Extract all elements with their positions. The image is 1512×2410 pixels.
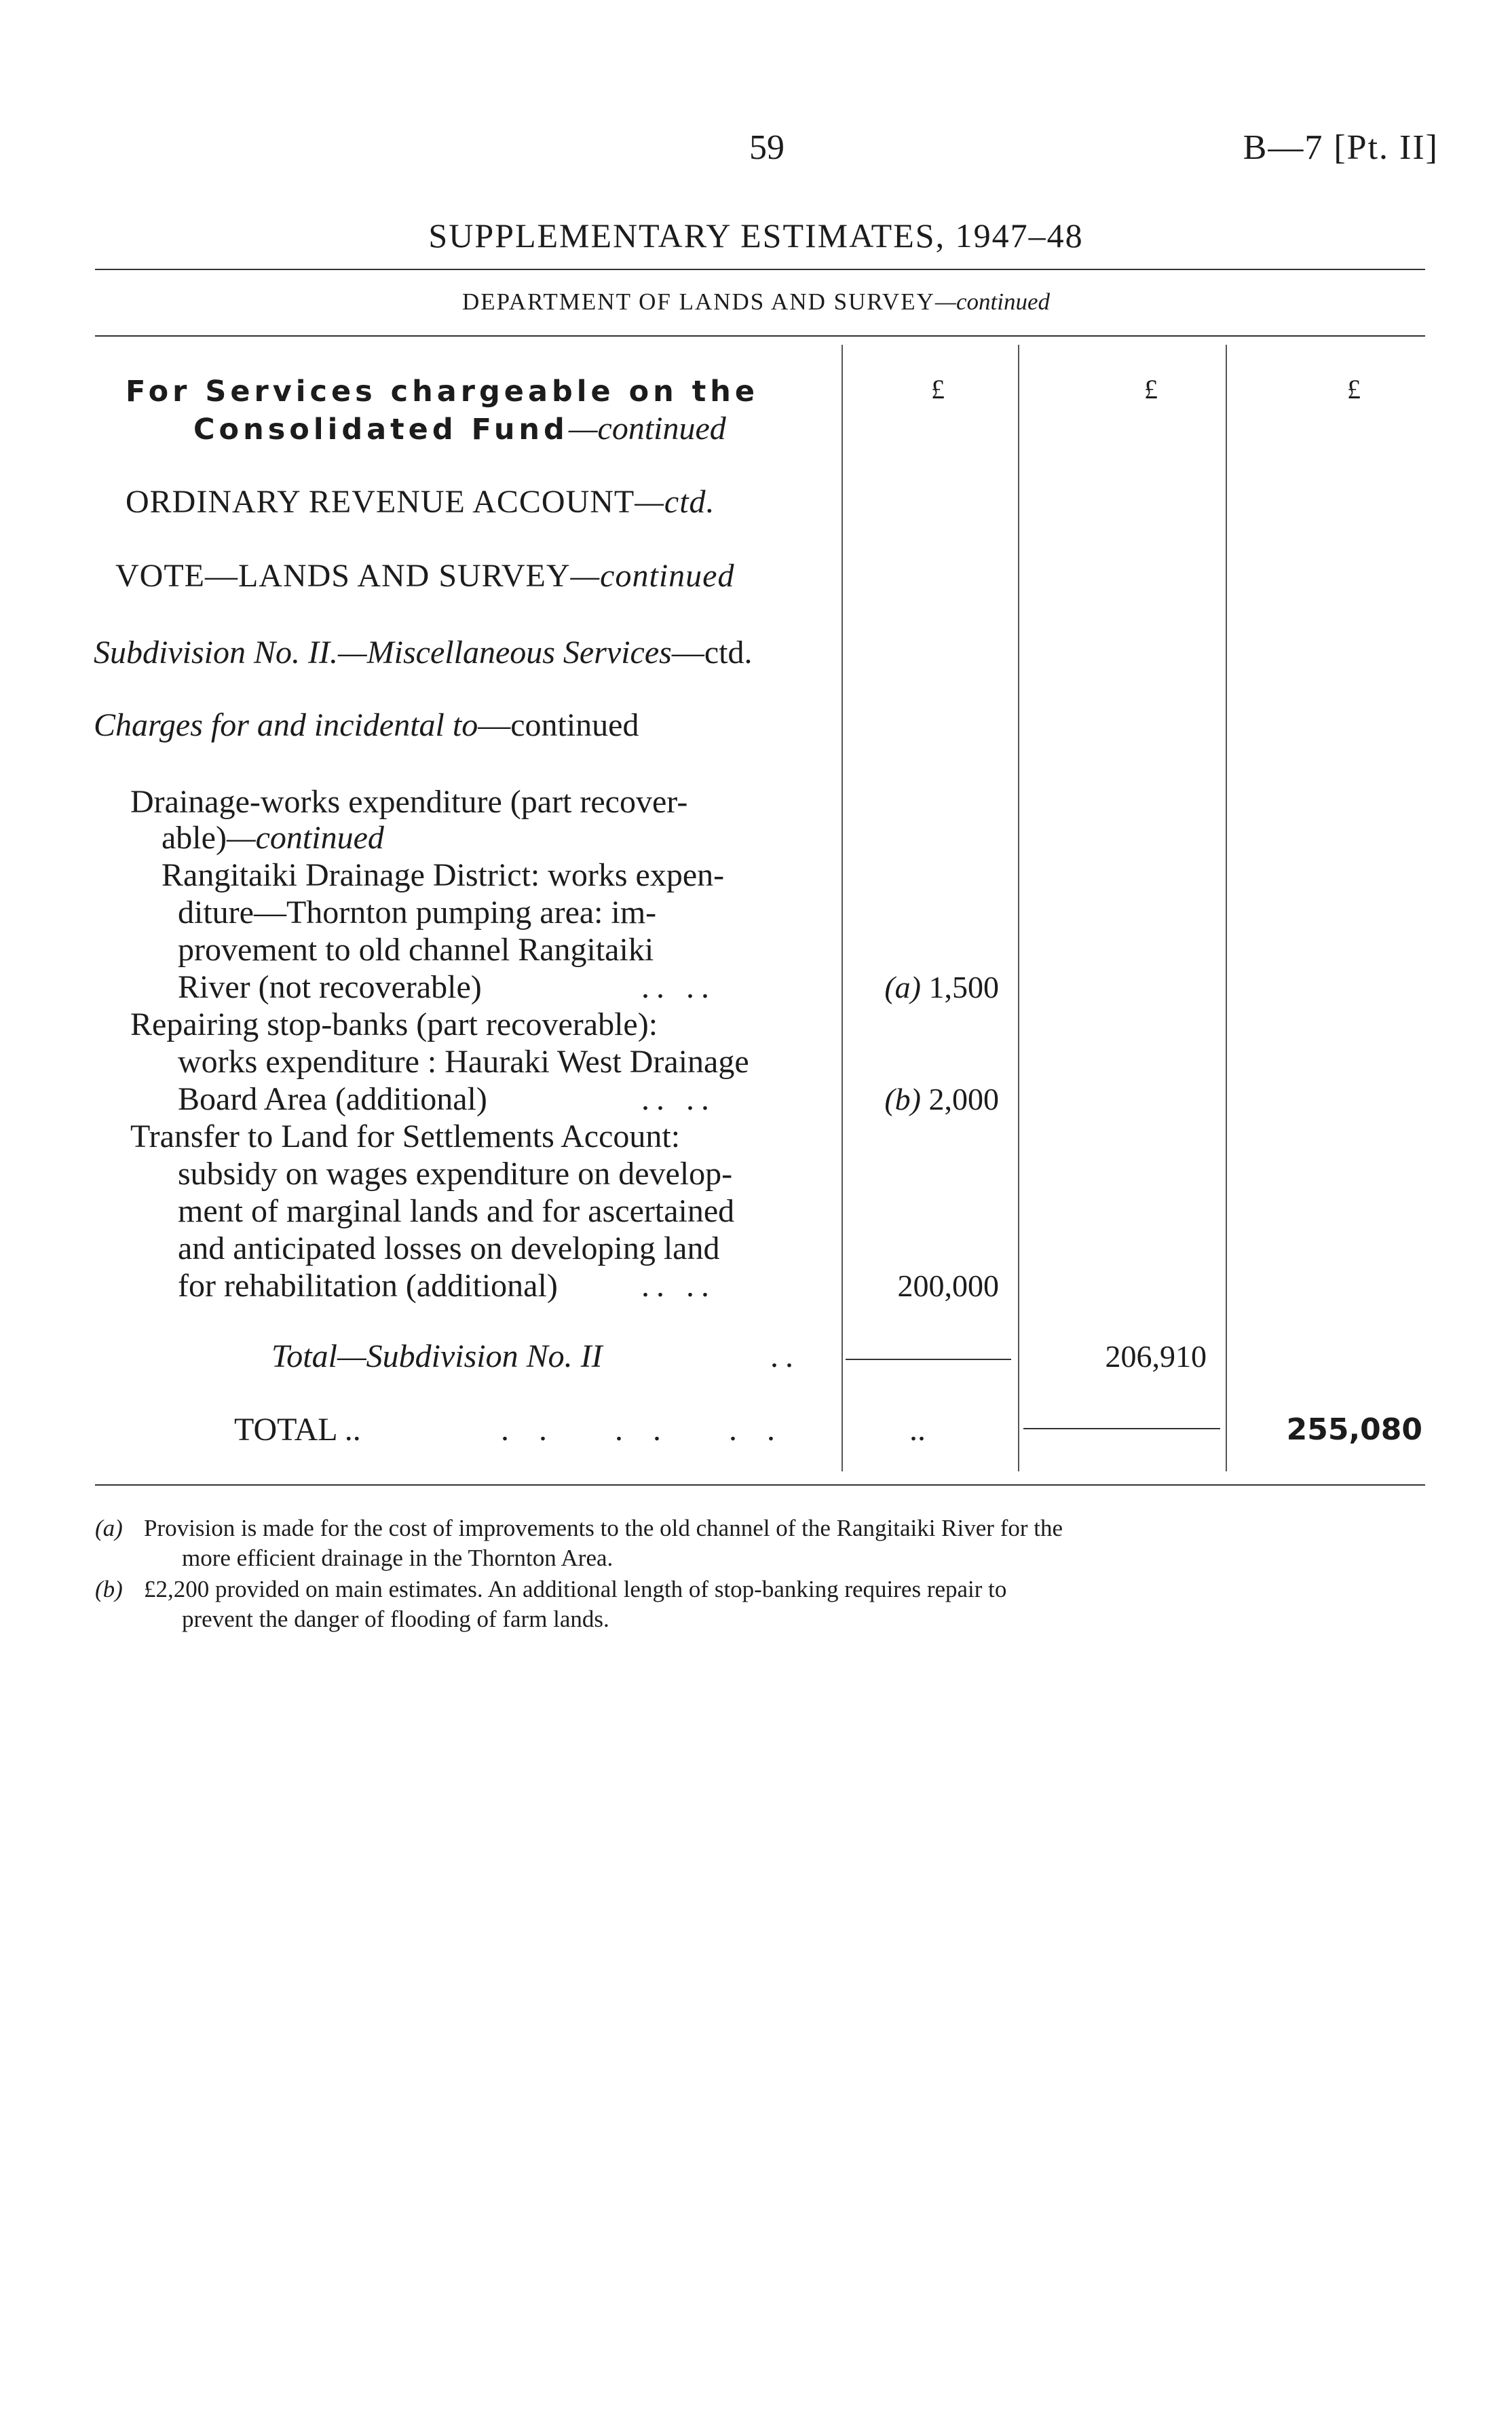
stopbanks-line2: works expenditure : Hauraki West Drainage bbox=[178, 1044, 749, 1080]
fund-heading-line2 bbox=[193, 411, 726, 448]
vote-heading bbox=[115, 558, 734, 595]
stopbanks-leader: .. .. bbox=[641, 1081, 716, 1117]
grand-total-amount: 255,080 bbox=[1286, 1412, 1422, 1447]
stopbanks-amount-cell bbox=[854, 1081, 999, 1118]
department-name: DEPARTMENT OF LANDS AND SURVEY bbox=[462, 288, 935, 315]
footnote-b-line2: prevent the danger of flooding of farm lands. bbox=[182, 1606, 609, 1632]
transfer-line4: and anticipated losses on developing land bbox=[178, 1230, 720, 1266]
drainage-line2 bbox=[162, 820, 384, 856]
stopbanks-note-ref: (b) bbox=[884, 1082, 921, 1116]
currency-header-2: £ bbox=[1144, 374, 1158, 404]
currency-header-1: £ bbox=[931, 374, 945, 404]
transfer-amount: 200,000 bbox=[897, 1268, 999, 1303]
grand-total-label: TOTAL .. bbox=[234, 1412, 361, 1448]
footnote-a-mark bbox=[95, 1513, 123, 1543]
subdivision-heading bbox=[94, 635, 752, 671]
department-heading bbox=[0, 288, 1512, 316]
charges-heading bbox=[94, 707, 639, 744]
stopbanks-line1: Repairing stop-banks (part recoverable): bbox=[130, 1006, 658, 1042]
vote-heading-suffix: —continued bbox=[570, 558, 735, 594]
department-suffix: —continued bbox=[934, 288, 1050, 315]
subdivision-total-amount: 206,910 bbox=[1105, 1339, 1207, 1374]
subdivision-total-label-text: Total—Subdivision No. II bbox=[271, 1338, 603, 1374]
rangitaiki-amount: 1,500 bbox=[928, 970, 999, 1004]
account-heading bbox=[126, 484, 715, 521]
department-rule bbox=[95, 335, 1425, 337]
fund-heading-line1: For Services chargeable on the bbox=[126, 375, 759, 409]
account-heading-name: ORDINARY REVENUE ACCOUNT bbox=[126, 484, 635, 520]
column2-total-rule bbox=[1023, 1428, 1220, 1429]
grand-total-leader: .. .. .. bbox=[501, 1412, 805, 1448]
subdivision-heading-name: Subdivision No. II.—Miscellaneous Services bbox=[94, 635, 672, 671]
rangitaiki-line2: diture—Thornton pumping area: im- bbox=[178, 895, 657, 930]
transfer-line1: Transfer to Land for Settlements Account: bbox=[130, 1118, 681, 1154]
subdivision-total-label bbox=[271, 1338, 603, 1375]
fund-heading-name: Consolidated Fund bbox=[193, 413, 569, 447]
title-rule bbox=[95, 269, 1425, 270]
column-divider-2 bbox=[1018, 345, 1019, 1471]
rangitaiki-leader: .. .. bbox=[641, 969, 716, 1005]
document-title: SUPPLEMENTARY ESTIMATES, 1947–48 bbox=[428, 216, 1084, 255]
drainage-line2-text: able) bbox=[162, 820, 227, 856]
currency-header-3: £ bbox=[1347, 374, 1361, 404]
vote-heading-name: VOTE—LANDS AND SURVEY bbox=[115, 558, 571, 594]
footnote-b-mark-text: (b) bbox=[95, 1576, 123, 1602]
rangitaiki-line3: provement to old channel Rangitaiki bbox=[178, 932, 654, 968]
fund-heading-suffix: —continued bbox=[568, 411, 726, 447]
transfer-line2: subsidy on wages expenditure on develop- bbox=[178, 1156, 733, 1192]
drainage-line2-suffix: —continued bbox=[226, 820, 384, 856]
footnote-rule bbox=[95, 1484, 1425, 1486]
footnote-a-line2: more efficient drainage in the Thornton Area. bbox=[182, 1545, 613, 1571]
footnote-a-mark-text: (a) bbox=[95, 1515, 123, 1541]
rangitaiki-line4: River (not recoverable) bbox=[178, 969, 482, 1005]
charges-heading-suffix: —continued bbox=[478, 707, 639, 743]
column-divider-3 bbox=[1226, 345, 1227, 1471]
rangitaiki-line1: Rangitaiki Drainage District: works expen- bbox=[162, 857, 725, 893]
column1-total-rule bbox=[846, 1359, 1011, 1360]
rangitaiki-note-ref: (a) bbox=[884, 970, 921, 1004]
transfer-leader: .. .. bbox=[641, 1268, 716, 1304]
footnote-a-line1: Provision is made for the cost of improvements to the old channel of the Rangitaiki River for the bbox=[144, 1515, 1063, 1541]
subdivision-total-leader: .. bbox=[770, 1338, 800, 1374]
rangitaiki-amount-cell bbox=[854, 969, 999, 1006]
charges-heading-name: Charges for and incidental to bbox=[94, 707, 478, 743]
column-divider-1 bbox=[842, 345, 843, 1471]
footnote-b-mark bbox=[95, 1575, 123, 1604]
page-reference: B—7 [Pt. II] bbox=[1243, 128, 1439, 167]
transfer-line3: ment of marginal lands and for ascertained bbox=[178, 1193, 735, 1229]
stopbanks-amount: 2,000 bbox=[928, 1082, 999, 1116]
page-number: 59 bbox=[749, 128, 785, 167]
grand-total-col1: .. bbox=[909, 1412, 926, 1448]
stopbanks-line3: Board Area (additional) bbox=[178, 1081, 487, 1117]
footnote-b-line1: £2,200 provided on main estimates. An additional length of stop-banking requires repair to bbox=[144, 1576, 1007, 1602]
transfer-line5: for rehabilitation (additional) bbox=[178, 1268, 558, 1304]
account-heading-suffix: —ctd. bbox=[635, 484, 715, 520]
subdivision-heading-suffix: —ctd. bbox=[671, 635, 753, 671]
drainage-line1: Drainage-works expenditure (part recover- bbox=[130, 784, 688, 820]
